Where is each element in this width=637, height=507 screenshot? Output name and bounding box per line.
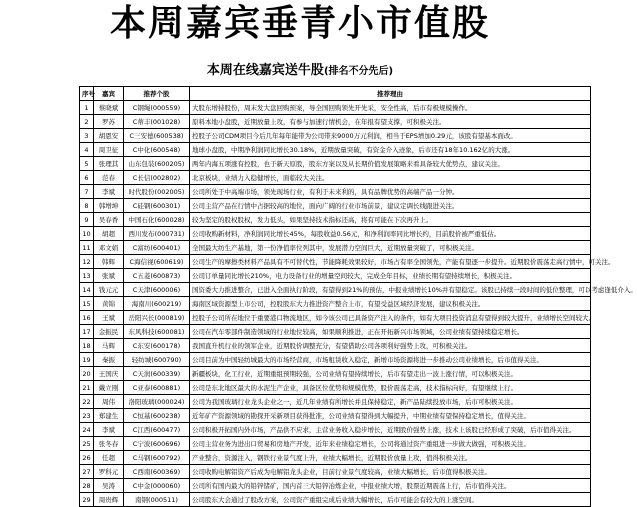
reason-text: 大股东增持股份，周末发大盘回购预案，导全国回购领先开先采，安全性高，后市有极规模操作。 [190, 101, 591, 115]
guest-name: 韩辉 [94, 255, 124, 269]
reason-text: 地球小盘股，中期净利润同比增长30.18%，近期放量突破，有资金介入迹象，后市还有18年10.162亿的大涨。 [190, 143, 591, 157]
row-number: 3 [80, 129, 94, 143]
reason-text: 公司股东大会通过了股改方案，公司资产重组完成后业绩大幅增长，后市可能会有较大的上涨空间。 [190, 493, 591, 507]
row-number: 2 [80, 115, 94, 129]
reason-text: 近年矿产资源领域的勘探开采新项目获得批准，公司业绩有望得到大幅提升，中期业绩有望保持稳定增长，值得关注。 [190, 409, 591, 423]
reason-text: 公司是东北地区最大的水泥生产企业，具备区位优势和规模优势，股价震荡走高，技术指标向好，有望继续上行。 [190, 381, 591, 395]
table-row [80, 311, 591, 325]
table-row [80, 199, 591, 213]
stock-name: 海南川(600219) [124, 297, 190, 311]
recommendation-table [79, 86, 637, 507]
stock-name: C中化(600548) [124, 143, 190, 157]
row-number: 22 [80, 395, 94, 409]
guest-name: 马辉 [94, 339, 124, 353]
reason-text: 公司在汽车零部件制造领域的行业地位较高，如果顺利推进，正在开拓新兴市场领域，公司业绩有望持续稳定增长。 [190, 325, 591, 339]
row-number: 25 [80, 437, 94, 451]
reason-text: 两年内海五项涨有控股，也于新天原股，股东方案以及从长期价值发展策略来看具备较大优势点，建议关注。 [190, 157, 591, 171]
guest-name: 张冬春 [94, 437, 124, 451]
table-row [80, 129, 591, 143]
row-number: 13 [80, 269, 94, 283]
guest-name: 韩增坤 [94, 199, 124, 213]
table-body [80, 101, 637, 507]
row-number: 28 [80, 479, 94, 493]
reason-text: 公司生产的摩擦类材料产品具有不可替代性，节能降耗效果较好，市场占有率全国领先，产能有望逐一步提升。近期股价震荡走高行情中，可关注。 [190, 255, 591, 269]
table-row [80, 213, 591, 227]
reason-text: 全国最大纺生产基地，第一份净值率位列其中，发展潜力空间巨大，近期放量突破了，可积极关注。 [190, 241, 591, 255]
guest-name: 范春 [94, 171, 124, 185]
stock-name: 中国石化(600028) [124, 213, 190, 227]
guest-name: 蔡晓斌 [94, 101, 124, 115]
row-number: 10 [80, 227, 94, 241]
header-no: 序号 [80, 87, 94, 101]
guest-name: 胡超 [94, 227, 124, 241]
row-number: 12 [80, 255, 94, 269]
header-stock: 推荐个股 [124, 87, 190, 101]
guest-name: 罗苏 [94, 115, 124, 129]
guest-name: 周贵辉 [94, 493, 124, 507]
reason-text: 公司所处于中高端市场，领先现场行业，有利于未来利的，具有品牌优势的高端产品一分钟。 [190, 185, 591, 199]
guest-name: 邓文娟 [94, 241, 124, 255]
reason-text: 公司所有国内最大的铅锌锗矿，国内首三大铅锌冶炼企业，中报业绩大增，股票近期震荡上行，后市值得关注。 [190, 479, 591, 493]
reason-text: 公司目前为中国轻纺城最大的市场经营商，市场租赁收入稳定，新增市场资源将进一步推动公司业绩增长，后市值得关注。 [190, 353, 591, 367]
stock-name: C海信视(600619) [124, 255, 190, 269]
guest-name: 周卫征 [94, 143, 124, 157]
row-number: 19 [80, 353, 94, 367]
reason-text: 公司订单量同比增长210%，电力设备行业的增量空间较大，完成全年目标，业绩长期有望持续增长，积极关注。 [190, 269, 591, 283]
table-row [80, 437, 591, 451]
stock-name: C中金(000060) [124, 479, 190, 493]
guest-name: 黄锦 [94, 297, 124, 311]
stock-name: 西川发布(000731) [124, 227, 190, 241]
row-number: 16 [80, 311, 94, 325]
table-row [80, 493, 591, 507]
guest-name: 郑建生 [94, 409, 124, 423]
table-row [80, 255, 591, 269]
guest-name: 秦振 [94, 353, 124, 367]
row-number: 15 [80, 297, 94, 311]
table-row [80, 325, 591, 339]
reason-text: 我国直升机行业的领军企业，近期股价调整充分，有望借助公司各项利好强势上攻，可积极关注。 [190, 339, 591, 353]
subtitle-note: (排名不分先后) [323, 66, 394, 77]
row-number: 14 [80, 283, 94, 297]
reason-text: 控股子公司CDM项目今后几年每年能带为公司带来9000万元利润，相当于EPS增加0.29元，该股有望基本面改。 [190, 129, 591, 143]
reason-text: 公司主营业务为进出口贸易和房地产开发，近年来业绩稳定增长，公司将通过资产重组进一步做大做强，可积极关注。 [190, 437, 591, 451]
stock-name: 洛阳玻璃(000024) [124, 395, 190, 409]
table-row [80, 423, 591, 437]
row-number: 18 [80, 339, 94, 353]
table-row [80, 465, 591, 479]
stock-name: 东风科技(600081) [124, 325, 190, 339]
table-row [80, 297, 591, 311]
stock-name: C东安(600178) [124, 339, 190, 353]
row-number: 21 [80, 381, 94, 395]
row-number: 7 [80, 185, 94, 199]
row-number: 11 [80, 241, 94, 255]
table-row [80, 185, 591, 199]
stock-name: C恒基(600238) [124, 409, 190, 423]
table-row [80, 157, 591, 171]
stock-name: C天津(600006) [124, 283, 190, 297]
table-subtitle [0, 62, 600, 81]
reason-text: 公司为我国玻璃行业龙头企业之一，近几年业绩有所增长并且保持稳定，新产品陆续投放市场，后市可积极关注。 [190, 395, 591, 409]
stock-name: C江西(600477) [124, 423, 190, 437]
guest-name: 张斌 [94, 269, 124, 283]
row-number: 27 [80, 465, 94, 479]
stock-name: C天润(600339) [124, 367, 190, 381]
table-row [80, 381, 591, 395]
header-guest: 嘉宾 [94, 87, 124, 101]
header-reason: 推荐理由 [190, 87, 591, 101]
stock-name: C宁波(600696) [124, 437, 190, 451]
row-number: 23 [80, 409, 94, 423]
row-number: 17 [80, 325, 94, 339]
row-number: 1 [80, 101, 94, 115]
row-number: 24 [80, 423, 94, 437]
reason-text: 新疆板块，化工行业，近期重组预期较强，公司业绩有望持续增长，后市有望走出一波上涨行情，可以积极关注。 [190, 367, 591, 381]
stock-name: 山东包装(600205) [124, 157, 190, 171]
reason-text: 海南区域资源型上市公司，控股股东大力推进资产整合上市，有望受益区域经济发展，建议积极关注。 [190, 297, 591, 311]
reason-text: 公司积极开拓国内外市场，产品供不应求，主营业务收入稳步增长，近期股价强势上涨，技术上该股已经形成了突破，后市值得关注。 [190, 423, 591, 437]
row-number: 29 [80, 493, 94, 507]
reason-text: 较为坚定的股权股权，发力低头，如果坚持技术指标还高，将有可能在下次再升上。 [190, 213, 591, 227]
reason-text: 产业整合，资源注入，钢铁行业景气度上升，业绩大幅增长，近期股价放量上攻，值得积极关注。 [190, 451, 591, 465]
reason-text: 公司收购新材料，净利润同比增长45%，每股收益0.56元，和净利润率同比增长约，目前股价被严重低估。 [190, 227, 591, 241]
stock-name: C五菱(600873) [124, 269, 190, 283]
page-title: 本周嘉宾垂青小市值股 [109, 3, 490, 44]
table-row [80, 143, 591, 157]
table-row [80, 353, 591, 367]
table-row [80, 227, 591, 241]
table-row [80, 241, 591, 255]
guest-name: 张理其 [94, 157, 124, 171]
stock-name: 南钢(000511) [124, 493, 190, 507]
subtitle-text: 本周在线嘉宾送牛股 [206, 63, 324, 78]
stock-name: C硅钢(600301) [124, 199, 190, 213]
table-row [80, 269, 591, 283]
guest-name: 王国庆 [94, 367, 124, 381]
stock-name: C蒂丰(001028) [124, 115, 190, 129]
guest-name: 吴涛 [94, 479, 124, 493]
row-number: 5 [80, 157, 94, 171]
table-row [80, 171, 591, 185]
reason-text: 国资委大力推进整合，已进入全面执行阶段，有望得到21%的预估，中报业绩增长10%并有望稳定。该股已持续一段时间的低位整理，可以考虑逢低介入。 [190, 283, 591, 297]
reason-text: 原料本地小盘股，近期放量上攻，有参与加速行情机会，在年报有望支撑，可积极关注。 [190, 115, 591, 129]
table-row [80, 409, 591, 423]
reason-text: 公司主营产品在行情中占据较高的地位，面向广阔的行业市场前景，建议定调长线跟进关注。 [190, 199, 591, 213]
stock-name: C富纺(600401) [124, 241, 190, 255]
table-row [80, 451, 591, 465]
guest-name: 李斌 [94, 185, 124, 199]
stock-name: C三安德(600538) [124, 129, 190, 143]
guest-name: 罗科元 [94, 465, 124, 479]
guest-name: 吴春香 [94, 213, 124, 227]
row-number: 26 [80, 451, 94, 465]
table-row [80, 339, 591, 353]
table-header-row [80, 87, 591, 101]
guest-name: 金振民 [94, 325, 124, 339]
table-row [80, 395, 591, 409]
row-number: 9 [80, 213, 94, 227]
reason-text: 公司收购电解铝资产后成为电解铝龙头企业，目前行业景气度较高，业绩大幅增长，后市值得积极关注。 [190, 465, 591, 479]
reason-text: 控股子公司所在地位于重要港口物流地区，如今该公司已具备资产注入的条件，如有大项目投资消息有望得到较大提升，业绩增长空间较大。 [190, 311, 591, 325]
row-number: 8 [80, 199, 94, 213]
table-row [80, 479, 591, 493]
stock-name: C马钢(600792) [124, 451, 190, 465]
stock-name: C钢绳(000559) [124, 101, 190, 115]
table-row [80, 101, 591, 115]
stock-name: 轻纺城(600790) [124, 353, 190, 367]
guest-name: 李斌 [94, 423, 124, 437]
stock-name: C西南(600369) [124, 465, 190, 479]
stock-name: 岳阳兴长(000819) [124, 311, 190, 325]
guest-name: 胡恩安 [94, 129, 124, 143]
table-row [80, 367, 591, 381]
stock-name: 时代股份(002005) [124, 185, 190, 199]
stock-name: C长信(002802) [124, 171, 190, 185]
table-row [80, 115, 591, 129]
guest-name: 戴立刚 [94, 381, 124, 395]
guest-name: 周伟 [94, 395, 124, 409]
row-number: 4 [80, 143, 94, 157]
guest-name: 钱元元 [94, 283, 124, 297]
row-number: 20 [80, 367, 94, 381]
stock-name: C亚泰(600881) [124, 381, 190, 395]
row-number: 6 [80, 171, 94, 185]
guest-name: 任超 [94, 451, 124, 465]
guest-name: 王斌 [94, 311, 124, 325]
reason-text: 北京板块，业绩力入稳健增长，面临较大关注。 [190, 171, 591, 185]
table-row [80, 283, 591, 297]
